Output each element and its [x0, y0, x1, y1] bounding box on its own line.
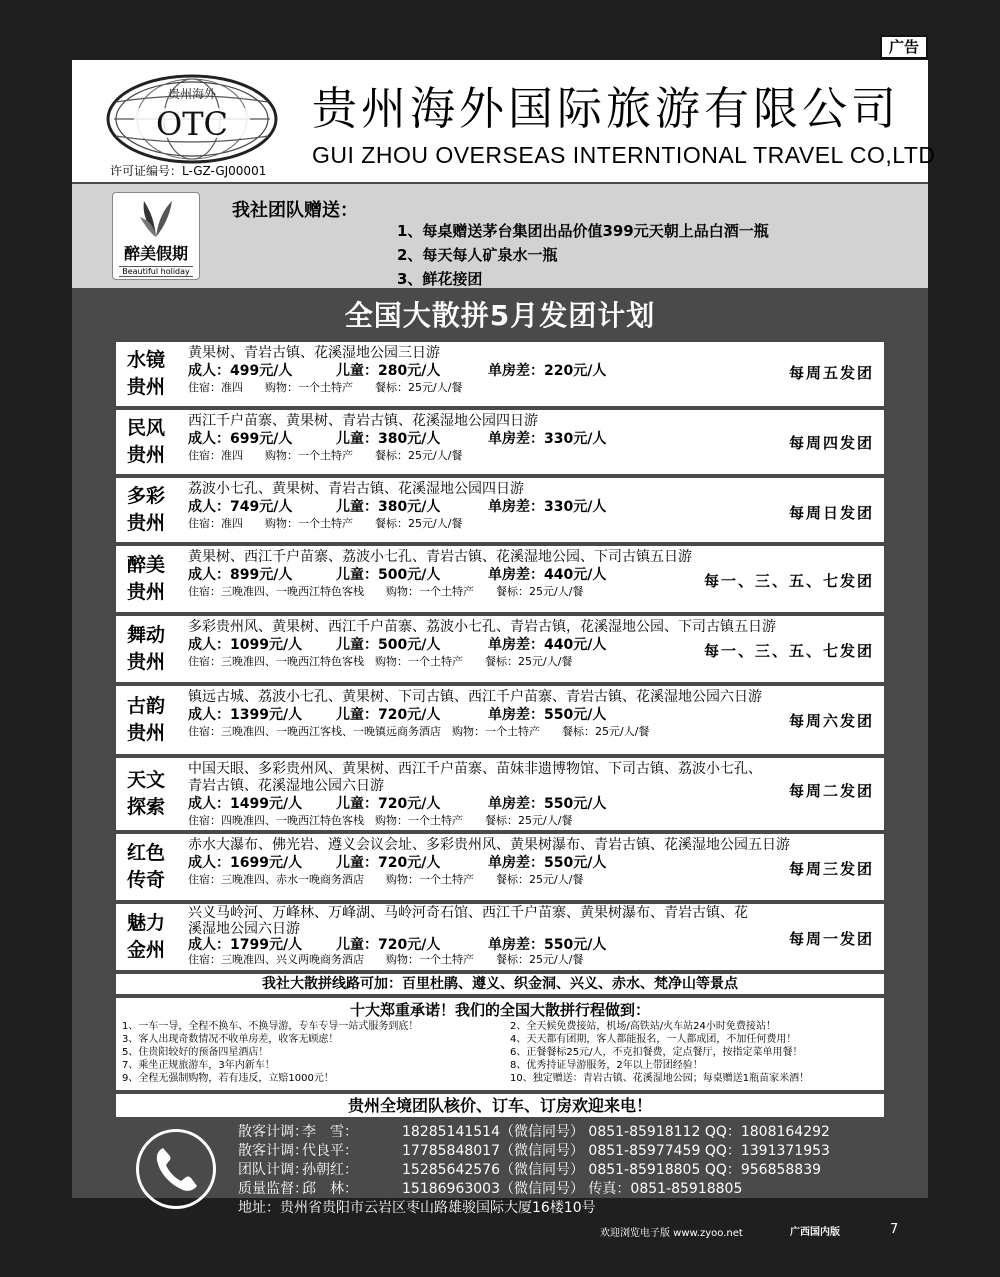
promise-item: 3、客人出现奇数情况不收单房差，收客无顾虑！	[122, 1034, 339, 1045]
tour-route: 黄果树、西江千户苗寨、荔波小七孔、青岩古镇、花溪湿地公园、下司古镇五日游	[188, 549, 692, 565]
gift-item: 1、每桌赠送茅台集团出品价值399元天朝上品白酒一瓶	[397, 222, 769, 240]
gift-section	[72, 184, 928, 288]
tour-route: 黄果树、青岩古镇、花溪湿地公园三日游	[188, 345, 440, 361]
tour-prices: 成人：749元/人 儿童：380元/人 单房差：330元/人	[188, 499, 607, 515]
tour-name: 魅力 金州	[126, 912, 165, 961]
promise-item: 1、一车一导，全程不换车、不换导游，专车专导一站式服务到底！	[122, 1021, 419, 1032]
tour-schedule: 每一、三、五、七发团	[703, 642, 874, 660]
tour-route: 溪湿地公园六日游	[188, 921, 300, 937]
advertisement-page	[72, 60, 936, 1216]
tour-card	[116, 686, 884, 754]
logo-text: OTC	[155, 105, 229, 143]
tour-info: 住宿：四晚准四、一晚西江特色客栈 购物：一个土特产 餐标：25元/人/餐	[188, 814, 573, 827]
gift-title: 我社团队赠送：	[232, 200, 358, 221]
tour-card	[116, 546, 884, 612]
tour-route: 西江千户苗寨、黄果树、青岩古镇、花溪湿地公园四日游	[188, 413, 538, 429]
promise-item: 9、全程无强制购物，若有违反，立赔1000元！	[122, 1073, 334, 1084]
tour-schedule: 每周一发团	[788, 930, 874, 948]
wing-icon	[134, 197, 178, 239]
promise-title: 十大郑重承诺！我们的全国大散拼行程做到：	[349, 1001, 650, 1019]
promise-item: 2、全天候免费接站，机场/高铁站/火车站24小时免费接站！	[510, 1021, 776, 1032]
welcome-banner: 贵州全境团队核价、订车、订房欢迎来电！	[116, 1094, 884, 1117]
gift-item: 3、鲜花接团	[397, 270, 483, 288]
tour-route: 兴义马岭河、万峰林、万峰湖、马岭河奇石馆、西江千户苗寨、黄果树瀑布、青岩古镇、花	[188, 905, 748, 921]
tour-card	[116, 616, 884, 682]
tour-prices: 成人：1499元/人 儿童：720元/人 单房差：550元/人	[188, 796, 607, 812]
tour-card	[116, 904, 884, 970]
page-number: 7	[890, 1222, 899, 1237]
tour-card	[116, 758, 884, 830]
tour-prices: 成人：699元/人 儿童：380元/人 单房差：330元/人	[188, 431, 607, 447]
tour-schedule: 每周四发团	[788, 434, 874, 452]
contact-section	[116, 1121, 884, 1219]
tour-info: 住宿：准四 购物：一个土特产 餐标：25元/人/餐	[188, 381, 463, 394]
footer-brand: 广西国内版	[790, 1227, 840, 1238]
footer-text: 欢迎浏览电子版 www.zyoo.net	[600, 1228, 743, 1239]
tour-info: 住宿：三晚准四、一晚西江特色客栈 购物：一个土特产 餐标：25元/人/餐	[188, 655, 573, 668]
tour-name: 古韵 贵州	[126, 695, 165, 744]
phone-icon	[136, 1129, 216, 1209]
tour-schedule: 每周五发团	[788, 364, 874, 382]
otc-logo-icon	[104, 72, 280, 166]
tour-prices: 成人：499元/人 儿童：280元/人 单房差：220元/人	[188, 363, 607, 379]
address: 地址：贵州省贵阳市云岩区枣山路雄骏国际大厦16楼10号	[238, 1200, 596, 1216]
license-number: 许可证编号：L-GZ-GJ00001	[110, 164, 267, 178]
tour-card	[116, 478, 884, 542]
tour-name: 多彩 贵州	[126, 485, 165, 534]
tour-name: 醉美 贵州	[126, 554, 165, 603]
tour-card	[116, 410, 884, 474]
tour-prices: 成人：1399元/人 儿童：720元/人 单房差：550元/人	[188, 707, 607, 723]
tour-prices: 成人：1799元/人 儿童：720元/人 单房差：550元/人	[188, 937, 607, 953]
tour-route: 中国天眼、多彩贵州风、黄果树、西江千户苗寨、苗妹非遗博物馆、下司古镇、荔波小七孔、	[188, 761, 762, 777]
promise-item: 5、住贵阳较好的预备四星酒店！	[122, 1047, 269, 1058]
tour-schedule: 每周六发团	[788, 712, 874, 730]
tour-schedule: 每周三发团	[788, 860, 874, 878]
tour-route: 多彩贵州风、黄果树、西江千户苗寨、荔波小七孔、青岩古镇，花溪湿地公园、下司古镇五日游	[188, 619, 776, 635]
company-header	[72, 60, 936, 182]
tour-prices: 成人：1699元/人 儿童：720元/人 单房差：550元/人	[188, 855, 607, 871]
brand-name-cn: 醉美假期	[123, 244, 188, 263]
tour-prices: 成人：899元/人 儿童：500元/人 单房差：440元/人	[188, 567, 607, 583]
tour-name: 民风 贵州	[126, 417, 165, 466]
ad-tag: 广告	[880, 35, 928, 59]
company-name-cn: 贵州海外国际旅游有限公司	[312, 82, 901, 135]
tour-name: 舞动 贵州	[126, 624, 165, 673]
gift-item: 2、每天每人矿泉水一瓶	[397, 246, 558, 264]
tour-schedule: 每周二发团	[788, 782, 874, 800]
logo-arc-text: 贵州海外	[167, 87, 217, 101]
promise-section	[116, 998, 884, 1090]
promise-item: 8、优秀持证导游服务，2年以上带团经验！	[510, 1060, 703, 1071]
tour-name: 天文 探索	[126, 769, 165, 818]
tour-info: 住宿：三晚准四、一晚西江客栈、一晚镇远商务酒店 购物：一个土特产 餐标：25元/人/餐	[188, 725, 650, 738]
tour-schedule: 每一、三、五、七发团	[703, 572, 874, 590]
promise-item: 6、正餐餐标25元/人，不克扣餐费，定点餐厅，按指定菜单用餐！	[510, 1047, 803, 1058]
tour-name: 水镜 贵州	[126, 349, 165, 398]
tour-card	[116, 834, 884, 900]
company-name-en: GUI ZHOU OVERSEAS INTERNTIONAL TRAVEL CO,LTD	[312, 142, 936, 168]
contact-line: 散客计调：李 雪： 18285141514（微信同号） 0851-85918112 QQ：1808164292	[238, 1124, 830, 1140]
tour-route: 镇远古城、荔波小七孔、黄果树、下司古镇、西江千户苗寨、青岩古镇、花溪湿地公园六日游	[188, 689, 762, 705]
tour-info: 住宿：三晚准四、赤水一晚商务酒店 购物：一个土特产 餐标：25元/人/餐	[188, 873, 584, 886]
extra-route-banner: 我社大散拼线路可加：百里杜鹃、遵义、织金洞、兴义、赤水、梵净山等景点	[116, 974, 884, 994]
plan-title: 全国大散拼5月发团计划	[344, 299, 656, 332]
tour-name: 红色 传奇	[126, 842, 165, 891]
tour-info: 住宿：准四 购物：一个土特产 餐标：25元/人/餐	[188, 449, 463, 462]
contact-line: 散客计调：代良平： 17785848017（微信同号） 0851-85977459 QQ：1391371953	[238, 1143, 830, 1159]
tour-info: 住宿：三晚准四、兴义两晚商务酒店 购物：一个土特产 餐标：25元/人/餐	[188, 953, 584, 966]
contact-line: 团队计调：孙朝红： 15285642576（微信同号） 0851-85918805 QQ：956858839	[238, 1162, 822, 1178]
tour-prices: 成人：1099元/人 儿童：500元/人 单房差：440元/人	[188, 637, 607, 653]
contact-line: 质量监督：邱 林： 15186963003（微信同号） 传真：0851-85918805	[238, 1181, 743, 1197]
tour-route: 青岩古镇、花溪湿地公园六日游	[188, 778, 384, 794]
tour-route: 荔波小七孔、黄果树、青岩古镇、花溪湿地公园四日游	[188, 481, 524, 497]
tour-info: 住宿：三晚准四、一晚西江特色客栈 购物：一个土特产 餐标：25元/人/餐	[188, 585, 584, 598]
tour-schedule: 每周日发团	[788, 504, 874, 522]
promise-item: 4、天天都有团期，客人都能报名，一人都成团，不加任何费用！	[510, 1034, 797, 1045]
tour-route: 赤水大瀑布、佛光岩、遵义会议会址、多彩贵州风、黄果树瀑布、青岩古镇、花溪湿地公园五日游	[188, 837, 790, 853]
promise-item: 7、乘坐正规旅游车，3年内新车！	[122, 1060, 275, 1071]
brand-name-en: Beautiful holiday	[119, 266, 193, 277]
brand-badge	[112, 192, 200, 280]
promise-item: 10、独定赠送：青岩古镇、花溪湿地公园；每桌赠送1瓶苗家米酒！	[510, 1073, 810, 1084]
tour-info: 住宿：准四 购物：一个土特产 餐标：25元/人/餐	[188, 517, 463, 530]
tour-card	[116, 342, 884, 406]
